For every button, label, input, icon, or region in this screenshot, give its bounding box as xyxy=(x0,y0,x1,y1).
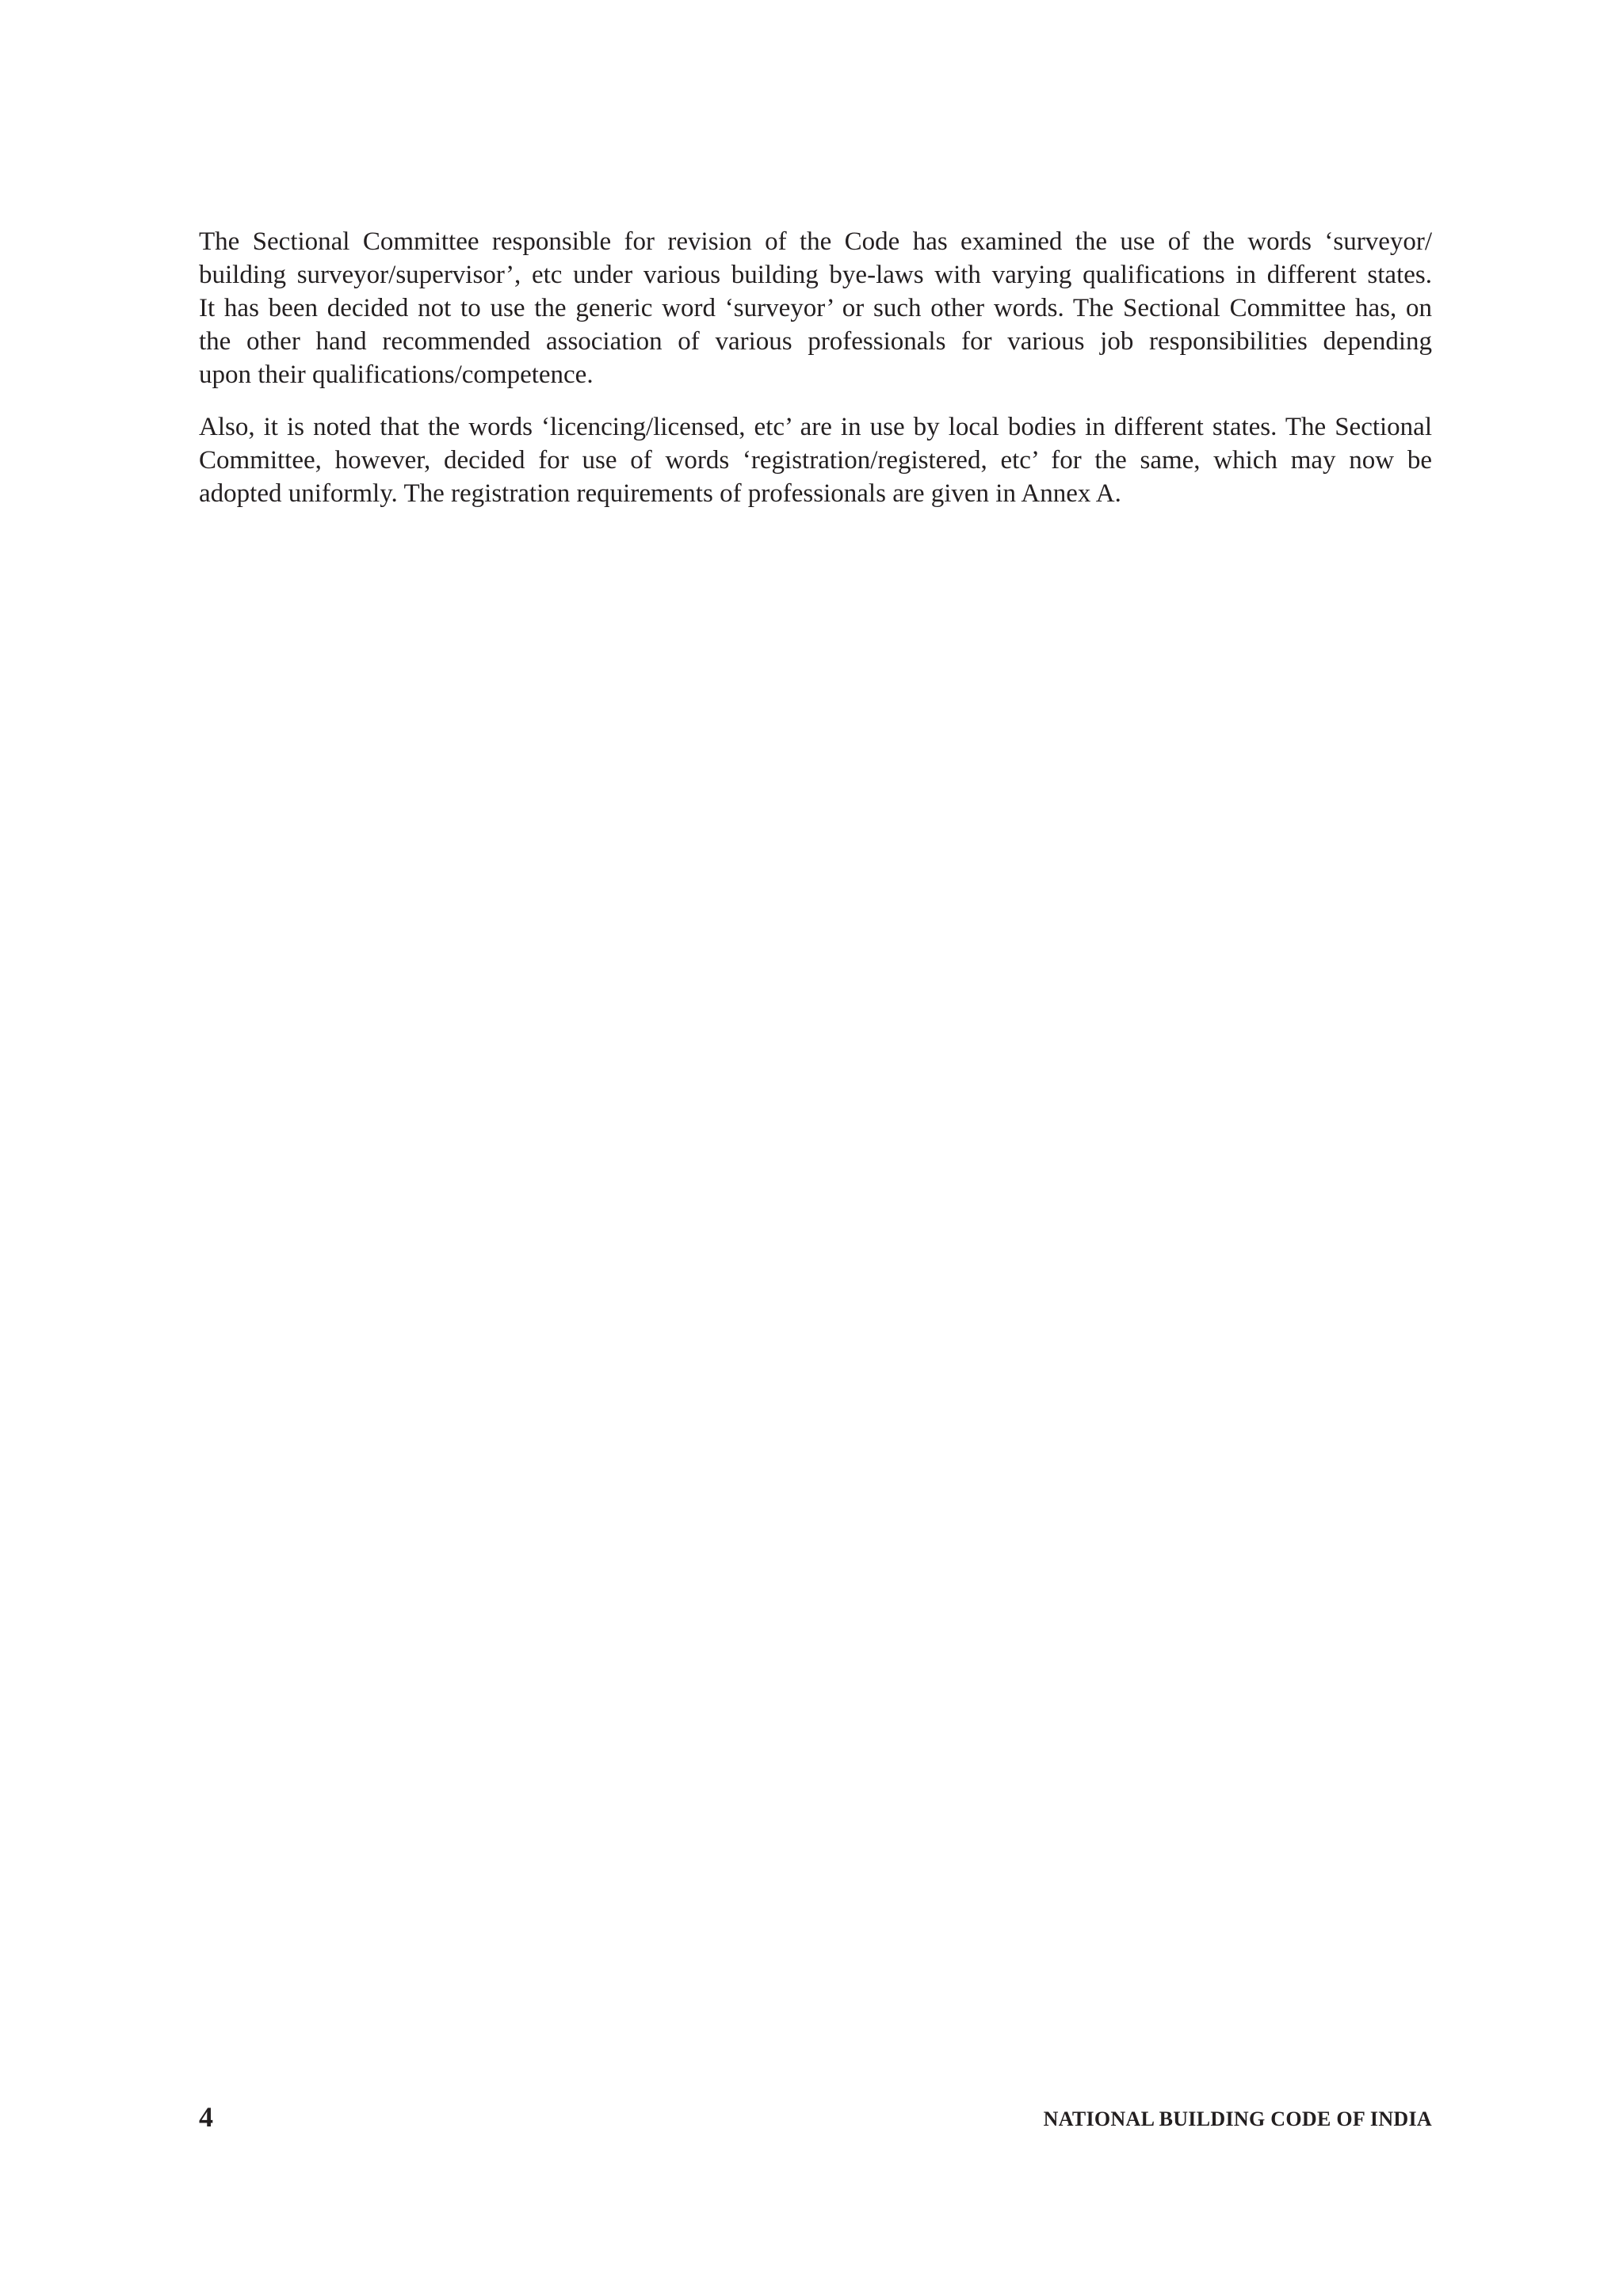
text-line: the other hand recommended association of various professionals for various job responsibilities depending xyxy=(199,327,1432,356)
page-number: 4 xyxy=(199,2101,213,2133)
running-title: NATIONAL BUILDING CODE OF INDIA xyxy=(1043,2107,1432,2130)
paragraph-surveyor-usage xyxy=(199,225,1432,391)
paragraph-registration-usage xyxy=(199,410,1432,510)
body-text xyxy=(199,225,1432,529)
text-line: Committee, however, decided for use of words ‘registration/registered, etc’ for the same, which may now be xyxy=(199,446,1432,475)
text-line: Also, it is noted that the words ‘licencing/licensed, etc’ are in use by local bodies in different states. The Sectional xyxy=(199,413,1432,441)
page-footer xyxy=(199,2101,1432,2133)
text-line: The Sectional Committee responsible for revision of the Code has examined the use of the words ‘surveyor/ xyxy=(199,227,1432,256)
text-line: building surveyor/supervisor’, etc under various building bye-laws with varying qualifications in different states. xyxy=(199,261,1432,289)
text-line: adopted uniformly. The registration requirements of professionals are given in Annex A. xyxy=(199,479,1121,508)
text-line: It has been decided not to use the generic word ‘surveyor’ or such other words. The Sectional Committee has, on xyxy=(199,294,1432,322)
text-line: upon their qualifications/competence. xyxy=(199,360,594,389)
